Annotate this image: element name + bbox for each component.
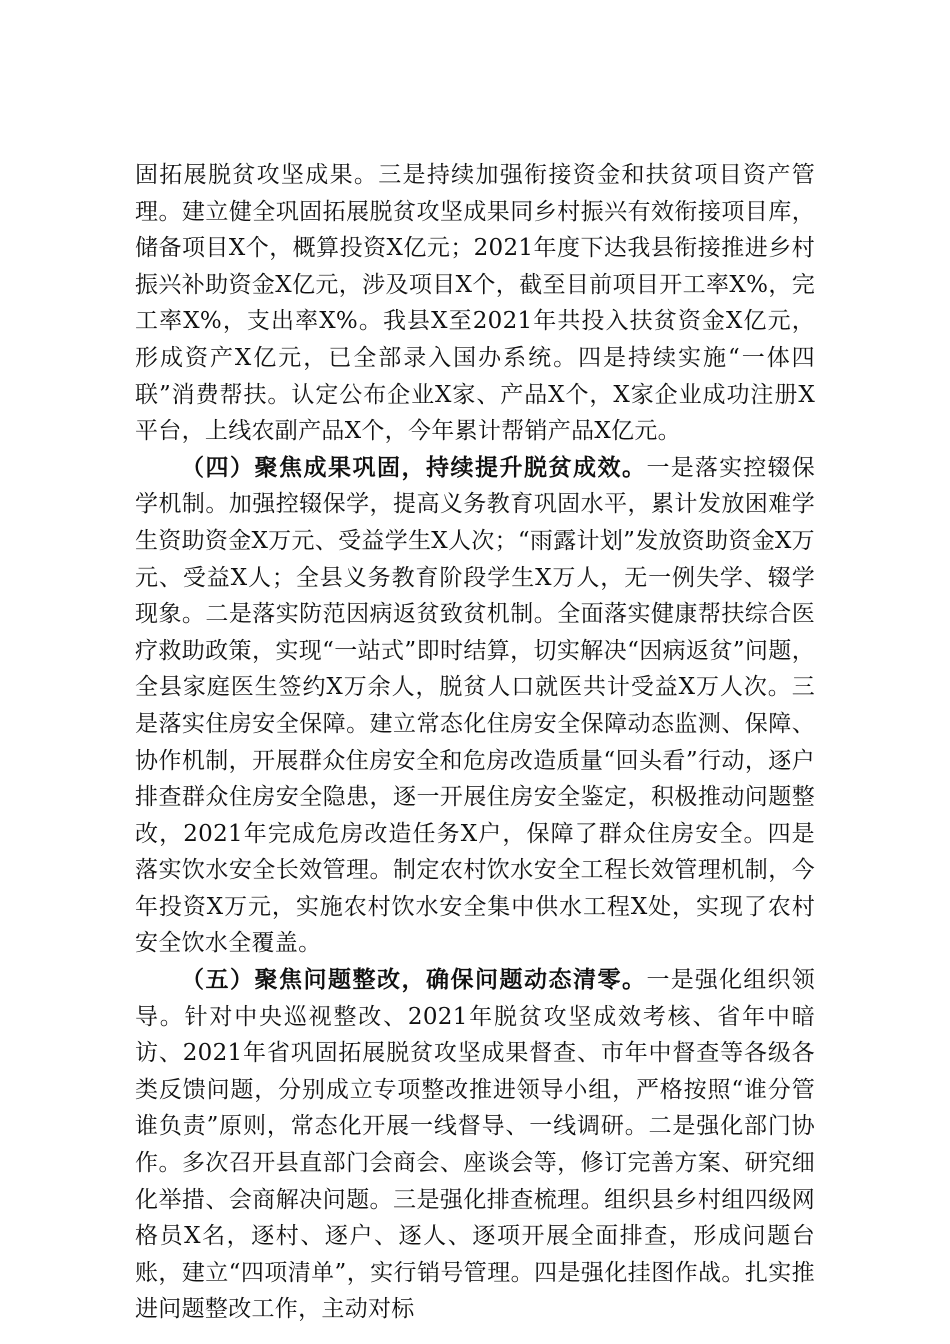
document-body [135, 157, 815, 1328]
paragraph-section-4 [135, 450, 815, 962]
paragraph-text: 一是强化组织领导。针对中央巡视整改、2021年脱贫攻坚成效考核、省年中暗访、2021年省巩固拓展脱贫攻坚成果督查、市年中督查等各级各类反馈问题，分别成立专项整改推进领导小组，严格按照“谁分管谁负责”原则，常态化开展一线督导、一线调研。二是强化部门协作。多次召开县直部门会商会、座谈会等，修订完善方案、研究细化举措、会商解决问题。三是强化排查梳理。组织县乡村组四级网格员X名，逐村、逐户、逐人、逐项开展全面排查，形成问题台账，建立“四项清单”，实行销号管理。四是强化挂图作战。扎实推进问题整改工作，主动对标 [135, 967, 815, 1323]
paragraph-section-5 [135, 962, 815, 1328]
paragraph-text: 固拓展脱贫攻坚成果。三是持续加强衔接资金和扶贫项目资产管理。建立健全巩固拓展脱贫攻坚成果同乡村振兴有效衔接项目库，储备项目X个，概算投资X亿元；2021年度下达我县衔接推进乡村振兴补助资金X亿元，涉及项目X个，截至目前项目开工率X%，完工率X%，支出率X%。我县X至2021年共投入扶贫资金X亿元，形成资产X亿元，已全部录入国办系统。四是持续实施“一体四联”消费帮扶。认定公布企业X家、产品X个，X家企业成功注册X平台，上线农副产品X个，今年累计帮销产品X亿元。 [135, 162, 815, 445]
section-heading: （五）聚焦问题整改，确保问题动态清零。 [181, 966, 647, 994]
section-heading: （四）聚焦成果巩固，持续提升脱贫成效。 [181, 453, 647, 481]
paragraph-continued [135, 157, 815, 450]
paragraph-text: 一是落实控辍保学机制。加强控辍保学，提高义务教育巩固水平，累计发放困难学生资助资金X万元、受益学生X人次；“雨露计划”发放资助资金X万元、受益X人；全县义务教育阶段学生X万人，无一例失学、辍学现象。二是落实防范因病返贫致贫机制。全面落实健康帮扶综合医疗救助政策，实现“一站式”即时结算，切实解决“因病返贫”问题，全县家庭医生签约X万余人，脱贫人口就医共计受益X万人次。三是落实住房安全保障。建立常态化住房安全保障动态监测、保障、协作机制，开展群众住房安全和危房改造质量“回头看”行动，逐户排查群众住房安全隐患，逐一开展住房安全鉴定，积极推动问题整改，2021年完成危房改造任务X户，保障了群众住房安全。四是落实饮水安全长效管理。制定农村饮水安全工程长效管理机制，今年投资X万元，实施农村饮水安全集中供水工程X处，实现了农村安全饮水全覆盖。 [135, 454, 815, 957]
